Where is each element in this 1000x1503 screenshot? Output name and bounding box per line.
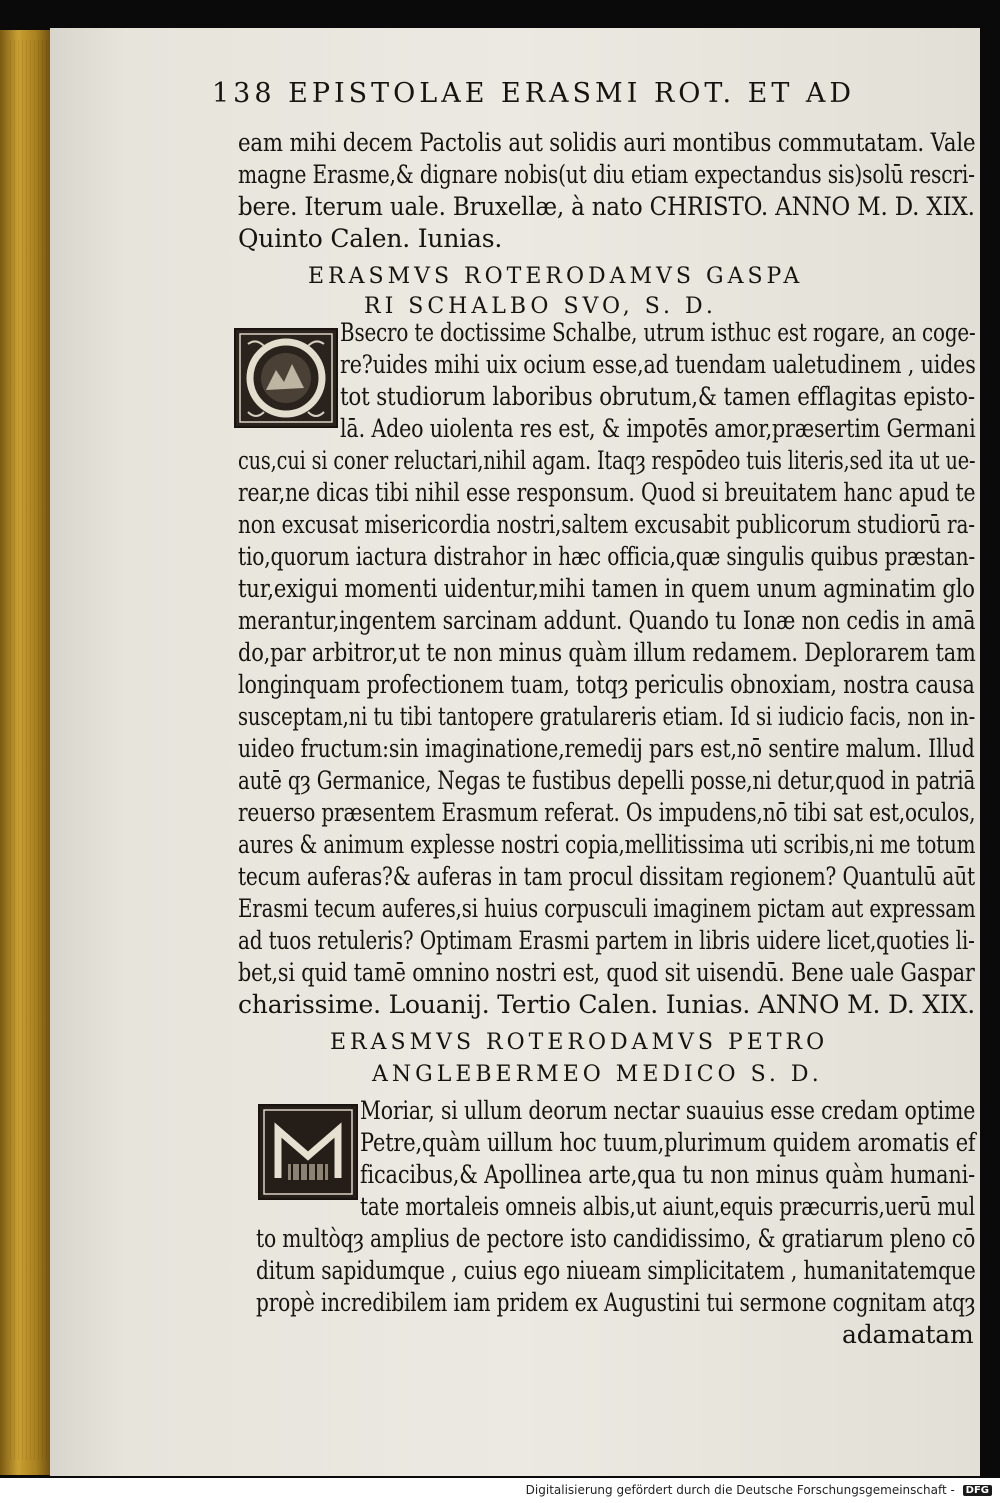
- letter-heading: ERASMVS ROTERODAMVS PETRO: [330, 1030, 829, 1055]
- text-line: tate mortaleis omneis albis,ut aiunt,equis præcurris,uerū mul: [360, 1192, 975, 1221]
- letter-heading: ANGLEBERMEO MEDICO S. D.: [372, 1062, 823, 1087]
- text-line: ad tuos retuleris? Optimam Erasmi partem in libris uidere licet,quoties li-: [238, 926, 975, 955]
- text-line: longinquam profectionem tuam, totqȝ periculis obnoxiam, nostra causa: [238, 670, 975, 699]
- text-line: non excusat misericordia nostri,saltem excusabit publicorum studiorū ra-: [238, 510, 975, 539]
- text-line: re?uides mihi uix ocium esse,ad tuendam ualetudinem , uides: [340, 350, 976, 379]
- book-edge-texture: [10, 40, 50, 1460]
- text-line: ficacibus,& Apollinea arte,qua tu non minus quàm humani-: [360, 1160, 976, 1189]
- text-line: aures & animum explesse nostri copia,mellitissima uti scribis,ni me totum: [238, 830, 976, 859]
- text-line: Petre,quàm uillum hoc tuum,plurimum quidem aromatis ef: [360, 1128, 976, 1157]
- dfg-logo: DFG: [963, 1485, 992, 1496]
- text-line: reuerso præsentem Erasmum referat. Os impudens,nō tibi sat est,oculos,: [238, 798, 976, 827]
- footer-credit: [526, 1483, 992, 1497]
- text-line: merantur,ingentem sarcinam addunt. Quando tu Ionæ non cedis in amā: [238, 606, 976, 635]
- text-line: rear,ne dicas tibi nihil esse responsum. Quod si breuitatem hanc apud te: [238, 478, 976, 507]
- text-line: to multòqȝ amplius de pectore isto candidissimo, & gratiarum pleno cō: [256, 1224, 976, 1253]
- text-line: tur,exigui momenti uidentur,mihi tamen in quem unum agminatim glo: [238, 574, 975, 603]
- catchword: adamatam: [842, 1320, 974, 1349]
- text-line: bet,si quid tamē omnino nostri est, quod sit uisendū. Bene uale Gaspar: [238, 958, 975, 987]
- running-head: 138 EPISTOLAE ERASMI ROT. ET AD: [212, 78, 856, 109]
- text-line: Erasmi tecum auferes,si huius corpusculi imaginem pictam aut expressam: [238, 894, 976, 923]
- footer-bar: [0, 1478, 1000, 1503]
- text-line: lā. Adeo uiolenta res est, & impotēs amor,præsertim Germani: [340, 414, 976, 443]
- text-line: Quinto Calen. Iunias.: [238, 224, 503, 253]
- text-line: bere. Iterum uale. Bruxellæ, à nato CHRISTO. ANNO M. D. XIX.: [238, 192, 975, 221]
- text-line: autē qȝ Germanice, Negas te fustibus depelli posse,ni detur,quod in patriā: [238, 766, 976, 795]
- text-line: charissime. Louanij. Tertio Calen. Iunias. ANNO M. D. XIX.: [238, 990, 976, 1019]
- text-line: tecum auferas?& auferas in tam procul dissitam regionem? Quantulū aūt: [238, 862, 975, 891]
- footer-credit-text: Digitalisierung gefördert durch die Deutsche Forschungsgemeinschaft -: [525, 1483, 955, 1497]
- text-line: eam mihi decem Pactolis aut solidis auri montibus commutatam. Vale: [238, 128, 976, 157]
- letter-heading: RI SCHALBO SVO, S. D.: [364, 294, 717, 319]
- text-line: ditum sapidumque , cuius ego niueam simplicitatem , humanitatemque: [256, 1256, 976, 1285]
- text-line: do,par arbitror,ut te non minus quàm illum redamem. Deplorarem tam: [238, 638, 976, 667]
- ornate-initial-M-icon: [258, 1104, 358, 1200]
- text-line: tot studiorum laboribus obrutum,& tamen efflagitas episto-: [340, 382, 975, 411]
- text-line: propè incredibilem iam pridem ex Augustini tui sermone cognitam atqȝ: [256, 1288, 976, 1317]
- text-line: susceptam,ni tu tibi tantopere gratulareris etiam. Id si iudicio facis, non in-: [238, 702, 976, 731]
- text-line: tio,quorum iactura distrahor in hæc officia,quæ singulis quibus præstan-: [238, 542, 976, 571]
- text-line: uideo fructum:sin imaginatione,remedij pars est,nō sentire malum. Illud: [238, 734, 975, 763]
- text-line: cus,cui si coner reluctari,nihil agam. Itaqȝ respōdeo tuis literis,sed ita ut ue-: [238, 446, 976, 475]
- letter-heading: ERASMVS ROTERODAMVS GASPA: [308, 264, 804, 289]
- text-line: Bsecro te doctissime Schalbe, utrum isthuc est rogare, an coge-: [340, 318, 976, 347]
- ornate-initial-O-icon: [234, 328, 338, 428]
- text-line: Moriar, si ullum deorum nectar suauius esse credam optime: [360, 1096, 976, 1125]
- text-line: magne Erasme,& dignare nobis(ut diu etiam expectandus sis)solū rescri-: [238, 160, 975, 189]
